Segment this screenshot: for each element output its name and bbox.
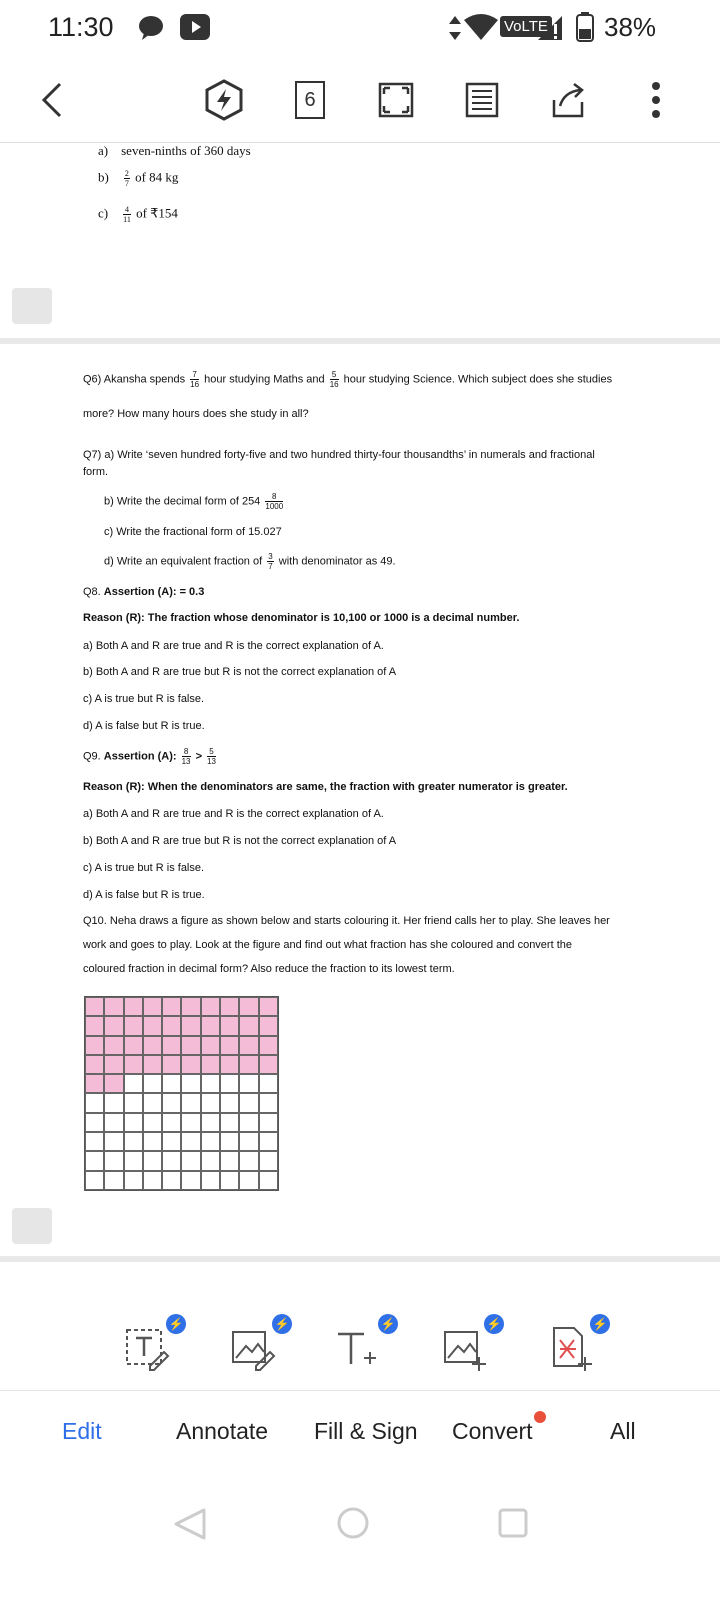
more-options-button[interactable]: [634, 78, 678, 122]
grid-cell: [181, 1132, 200, 1151]
grid-cell-colored: [181, 1036, 200, 1055]
q8-option: b) Both A and R are true but R is not the correct explanation of A: [83, 666, 397, 678]
grid-cell: [181, 1171, 200, 1190]
q9-option: b) Both A and R are true but R is not the correct explanation of A: [83, 835, 397, 847]
grid-cell-colored: [201, 1016, 220, 1035]
signal-icon: [536, 14, 564, 42]
grid-cell-colored: [124, 1055, 143, 1074]
battery-icon: [576, 12, 594, 42]
q7-d-text: with denominator as 49.: [278, 555, 396, 568]
lightning-hexagon-icon: [202, 78, 246, 122]
fraction-denominator: 13: [207, 757, 216, 766]
q8-reason: Reason (R): The fraction whose denominator is 10,100 or 1000 is a decimal number.: [83, 612, 520, 624]
nav-back-icon[interactable]: [172, 1508, 208, 1540]
grid-cell-colored: [143, 997, 162, 1016]
q6-text: hour studying Science. Which subject does she studies: [343, 373, 613, 386]
grid-cell-colored: [85, 997, 104, 1016]
grid-cell-colored: [239, 1036, 258, 1055]
premium-badge: ⚡: [166, 1314, 186, 1334]
add-text-tool[interactable]: [334, 1324, 382, 1372]
q8-option: d) A is false but R is true.: [83, 720, 205, 732]
grid-cell-colored: [181, 1055, 200, 1074]
grid-cell: [239, 1093, 258, 1112]
youtube-icon: [180, 14, 210, 40]
item-label: c): [98, 205, 109, 221]
grid-cell-colored: [143, 1016, 162, 1035]
nav-recents-icon[interactable]: [498, 1508, 528, 1538]
grid-cell-colored: [201, 1055, 220, 1074]
grid-cell: [239, 1113, 258, 1132]
reading-mode-button[interactable]: [460, 78, 504, 122]
grid-cell: [181, 1093, 200, 1112]
premium-button[interactable]: [202, 78, 246, 122]
grid-cell: [124, 1113, 143, 1132]
notification-dot: [534, 1411, 546, 1423]
grid-cell: [259, 1074, 278, 1093]
fraction-numerator: 3: [268, 552, 273, 561]
grid-cell-colored: [124, 1036, 143, 1055]
grid-cell: [85, 1132, 104, 1151]
fullscreen-button[interactable]: [374, 78, 418, 122]
grid-cell-colored: [104, 1074, 123, 1093]
grid-cell: [239, 1171, 258, 1190]
grid-cell-colored: [85, 1036, 104, 1055]
fraction-numerator: 4: [124, 205, 129, 214]
grid-cell: [259, 1151, 278, 1170]
grid-cell: [201, 1171, 220, 1190]
tab-all[interactable]: All: [610, 1418, 636, 1444]
grid-cell: [201, 1151, 220, 1170]
item-text: of ₹154: [136, 205, 178, 221]
q9-option: d) A is false but R is true.: [83, 889, 205, 901]
item-a: [98, 143, 251, 159]
grid-cell: [239, 1132, 258, 1151]
grid-cell: [162, 1113, 181, 1132]
item-b: [98, 169, 178, 188]
premium-badge: ⚡: [272, 1314, 292, 1334]
grid-cell: [124, 1074, 143, 1093]
item-text: seven-ninths of 360 days: [121, 143, 251, 158]
grid-cell-colored: [259, 997, 278, 1016]
grid-cell: [220, 1171, 239, 1190]
q7-line1: Q7) a) Write ‘seven hundred forty-five and two hundred thirty-four thousandths’ in numerals and fractional: [83, 449, 595, 461]
fraction-numerator: 2: [124, 169, 129, 178]
grid-cell-colored: [239, 997, 258, 1016]
grid-cell-colored: [220, 1036, 239, 1055]
grid-cell-colored: [162, 1055, 181, 1074]
back-button[interactable]: [30, 78, 74, 122]
tab-convert[interactable]: Convert: [452, 1418, 533, 1444]
grid-cell-colored: [181, 997, 200, 1016]
grid-cell: [85, 1113, 104, 1132]
grid-cell: [104, 1171, 123, 1190]
fraction-denominator: 1000: [265, 502, 284, 511]
grid-cell: [143, 1151, 162, 1170]
top-toolbar: [0, 56, 720, 144]
q10-line1: Q10. Neha draws a figure as shown below and starts colouring it. Her friend calls her to play. She leaves her: [83, 915, 610, 927]
grid-cell: [143, 1074, 162, 1093]
edit-image-tool[interactable]: [230, 1324, 278, 1372]
grid-cell: [220, 1151, 239, 1170]
page-number: 6: [295, 81, 325, 119]
grid-cell: [181, 1074, 200, 1093]
add-pdf-icon: [548, 1324, 596, 1372]
grid-cell: [181, 1151, 200, 1170]
q6-line2: more? How many hours does she study in all?: [83, 408, 309, 420]
page-thumbnail-tab[interactable]: [12, 288, 52, 324]
grid-cell: [143, 1132, 162, 1151]
grid-cell: [162, 1074, 181, 1093]
grid-cell: [162, 1093, 181, 1112]
grid-cell-colored: [259, 1016, 278, 1035]
item-label: a): [98, 143, 109, 158]
q8-prefix: Q8.: [83, 586, 104, 598]
grid-cell: [201, 1074, 220, 1093]
fraction-numerator: 7: [190, 370, 199, 380]
q9-reason: Reason (R): When the denominators are same, the fraction with greater numerator is greater.: [83, 781, 568, 793]
nav-home-icon[interactable]: [336, 1506, 370, 1540]
grid-cell: [124, 1093, 143, 1112]
grid-cell-colored: [85, 1055, 104, 1074]
grid-cell: [104, 1151, 123, 1170]
q9-assertion: [83, 747, 218, 766]
system-nav-bar: [0, 1490, 720, 1600]
fraction-numerator: 8: [182, 747, 191, 757]
hundred-square-grid: [84, 996, 279, 1191]
grid-cell: [259, 1171, 278, 1190]
grid-cell-colored: [104, 997, 123, 1016]
grid-cell-colored: [181, 1016, 200, 1035]
grid-cell-colored: [220, 1016, 239, 1035]
grid-cell: [220, 1113, 239, 1132]
grid-cell: [85, 1151, 104, 1170]
grid-cell: [143, 1093, 162, 1112]
grid-cell: [220, 1132, 239, 1151]
fraction-denominator: 7: [268, 562, 273, 571]
share-icon: [548, 80, 588, 120]
q8-option: c) A is true but R is false.: [83, 693, 205, 705]
grid-cell: [259, 1132, 278, 1151]
q7-b-text: b) Write the decimal form of 254: [104, 495, 261, 508]
grid-cell-colored: [220, 1055, 239, 1074]
page-indicator[interactable]: [288, 78, 332, 122]
grid-cell-colored: [143, 1036, 162, 1055]
edit-text-icon: [124, 1324, 172, 1372]
grid-cell: [239, 1074, 258, 1093]
fraction-denominator: 16: [329, 380, 339, 389]
q6-line1: [83, 370, 612, 389]
add-image-tool[interactable]: [442, 1324, 490, 1372]
grid-cell: [85, 1171, 104, 1190]
q9-prefix: Q9.: [83, 750, 104, 763]
reading-mode-icon: [464, 82, 500, 118]
q9-option: a) Both A and R are true and R is the correct explanation of A.: [83, 808, 384, 820]
grid-cell: [143, 1171, 162, 1190]
item-label: b): [98, 169, 109, 185]
chevron-left-icon: [40, 80, 64, 120]
fraction-denominator: 11: [123, 215, 131, 224]
grid-cell: [259, 1113, 278, 1132]
grid-cell-colored: [85, 1016, 104, 1035]
fraction-numerator: 5: [207, 747, 216, 757]
grid-cell: [181, 1113, 200, 1132]
grid-cell: [220, 1093, 239, 1112]
q8-assertion-text: Assertion (A): = 0.3: [103, 586, 205, 598]
grid-cell-colored: [239, 1055, 258, 1074]
grid-cell-colored: [220, 997, 239, 1016]
divider: [0, 1390, 720, 1391]
premium-badge: ⚡: [484, 1314, 504, 1334]
q10-line2: work and goes to play. Look at the figure and find out what fraction has she coloured and convert the: [83, 939, 572, 951]
q8-option: a) Both A and R are true and R is the correct explanation of A.: [83, 640, 384, 652]
grid-cell: [239, 1151, 258, 1170]
q7-line2: form.: [83, 466, 109, 478]
grid-cell: [162, 1171, 181, 1190]
q9-option: c) A is true but R is false.: [83, 862, 205, 874]
grid-cell: [220, 1074, 239, 1093]
q10-line3: coloured fraction in decimal form? Also reduce the fraction to its lowest term.: [83, 963, 455, 975]
add-image-icon: [442, 1324, 490, 1372]
grid-cell: [124, 1171, 143, 1190]
premium-badge: ⚡: [590, 1314, 610, 1334]
q7-c: c) Write the fractional form of 15.027: [104, 526, 282, 538]
grid-cell-colored: [259, 1036, 278, 1055]
grid-cell: [143, 1113, 162, 1132]
tab-annotate[interactable]: Annotate: [176, 1418, 269, 1444]
q7-d: [104, 552, 396, 571]
edit-image-icon: [230, 1324, 278, 1372]
grid-cell-colored: [162, 1036, 181, 1055]
battery-percent: 38%: [604, 12, 657, 42]
grid-cell-colored: [239, 1016, 258, 1035]
premium-badge: ⚡: [378, 1314, 398, 1334]
grid-cell-colored: [124, 997, 143, 1016]
edit-text-tool[interactable]: [124, 1324, 172, 1372]
q7-d-text: d) Write an equivalent fraction of: [104, 555, 263, 568]
grid-cell: [201, 1132, 220, 1151]
grid-cell: [104, 1132, 123, 1151]
q9-assertion-text: Assertion (A):: [103, 750, 177, 763]
greater-than-sign: >: [195, 750, 202, 763]
grid-cell-colored: [104, 1016, 123, 1035]
grid-cell-colored: [162, 1016, 181, 1035]
grid-cell: [104, 1113, 123, 1132]
chat-notification-icon: [138, 14, 166, 42]
grid-cell: [162, 1151, 181, 1170]
item-text: of 84 kg: [135, 169, 179, 185]
q6-text: Q6) Akansha spends: [83, 373, 186, 386]
share-button[interactable]: [546, 78, 590, 122]
item-c: [98, 205, 178, 224]
data-arrows-icon: [448, 16, 462, 40]
status-bar: [0, 0, 720, 56]
fraction-denominator: 13: [181, 757, 191, 766]
fraction-numerator: 8: [265, 492, 283, 502]
grid-cell-colored: [259, 1055, 278, 1074]
tab-fill-sign[interactable]: Fill & Sign: [314, 1418, 418, 1444]
tab-edit[interactable]: Edit: [62, 1418, 102, 1444]
grid-cell-colored: [104, 1055, 123, 1074]
grid-cell-colored: [124, 1016, 143, 1035]
grid-cell: [201, 1113, 220, 1132]
grid-cell: [162, 1132, 181, 1151]
clock: 11:30: [48, 12, 114, 42]
fraction-denominator: 16: [190, 380, 200, 389]
q6-text: hour studying Maths and: [204, 373, 325, 386]
grid-cell: [201, 1093, 220, 1112]
fullscreen-icon: [378, 82, 414, 118]
grid-cell: [259, 1093, 278, 1112]
fraction-denominator: 7: [124, 179, 129, 188]
grid-cell-colored: [85, 1074, 104, 1093]
grid-cell: [104, 1093, 123, 1112]
grid-cell-colored: [201, 997, 220, 1016]
more-vertical-icon: [650, 80, 662, 120]
grid-cell-colored: [162, 997, 181, 1016]
fraction-numerator: 5: [330, 370, 339, 380]
grid-cell-colored: [201, 1036, 220, 1055]
add-pdf-tool[interactable]: [548, 1324, 596, 1372]
q8-assertion: [83, 586, 204, 598]
volte-badge: VoLTE: [500, 16, 552, 37]
wifi-icon: [464, 14, 498, 40]
grid-cell: [124, 1132, 143, 1151]
q7-b: [104, 492, 285, 511]
grid-cell-colored: [143, 1055, 162, 1074]
grid-cell-colored: [104, 1036, 123, 1055]
add-text-icon: [334, 1324, 382, 1372]
grid-cell: [124, 1151, 143, 1170]
page-separator: [0, 1256, 720, 1262]
page-thumbnail-tab[interactable]: [12, 1208, 52, 1244]
grid-cell: [85, 1093, 104, 1112]
